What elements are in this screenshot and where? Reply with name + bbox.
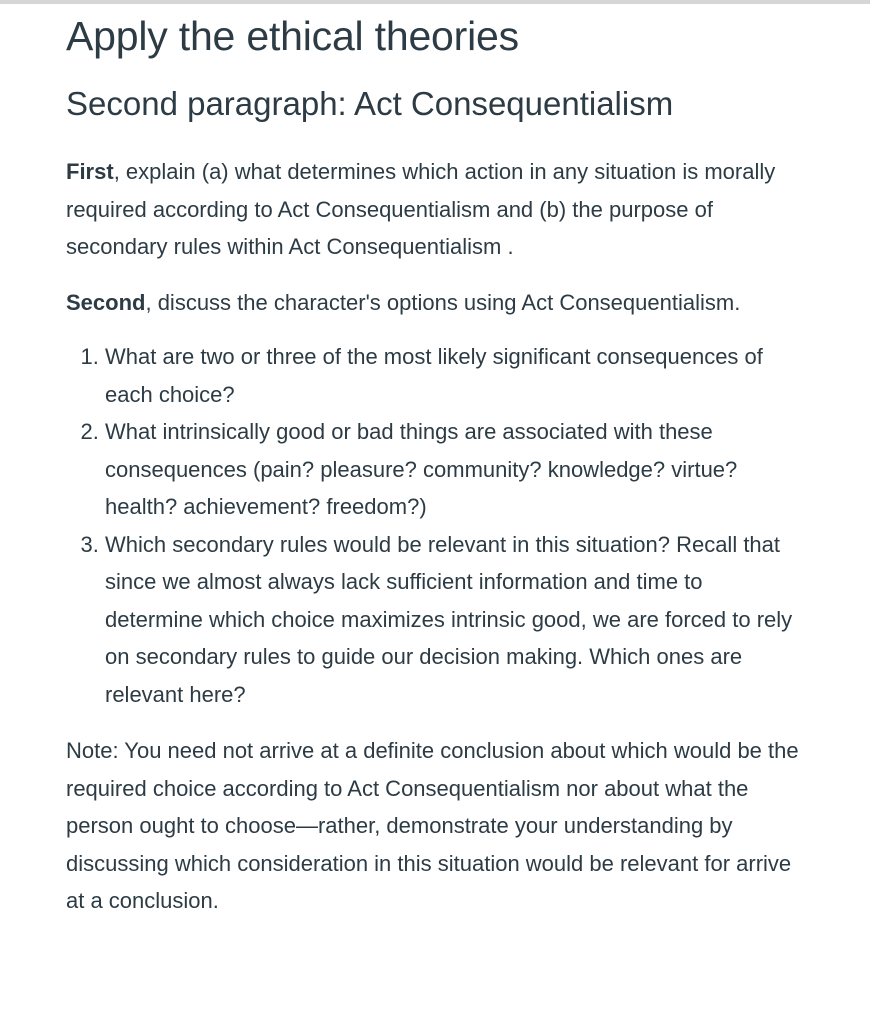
assignment-content xyxy=(66,10,806,920)
first-instruction-paragraph xyxy=(66,153,806,266)
question-item: 1. What are two or three of the most likely significant consequences of each choice? xyxy=(105,338,806,413)
note-paragraph: Note: You need not arrive at a definite conclusion about which would be the required choice according to Act Consequentialism nor about what the person ought to choose—rather, demonstrate your understanding by discussing which consideration in this situation would be relevant for arrive at a conclusion. xyxy=(66,738,799,913)
page-title: Apply the ethical theories xyxy=(66,13,519,59)
section-heading: Second paragraph: Act Consequentialism xyxy=(66,85,674,122)
first-text: , explain (a) what determines which action in any situation is morally required according to Act Consequentialism and (b) the purpose of secondary rules within Act Consequentialism . xyxy=(66,159,776,259)
first-lead: First xyxy=(66,159,114,184)
second-text: , discuss the character's options using Act Consequentialism. xyxy=(145,289,741,315)
top-divider xyxy=(0,0,870,4)
question-list xyxy=(66,338,806,713)
question-item: 2. What intrinsically good or bad things are associated with these consequences (pain? pleasure? community? knowledge? virtue? health? achievement? freedom?) xyxy=(105,413,806,526)
question-item: 3. Which secondary rules would be relevant in this situation? Recall that since we almost always lack sufficient information and time to determine which choice maximizes intrinsic good, we are forced to rely on secondary rules to guide our decision making. Which ones are relevant here? xyxy=(105,526,806,714)
second-instruction-paragraph xyxy=(66,284,806,322)
second-lead: Second xyxy=(66,289,146,315)
